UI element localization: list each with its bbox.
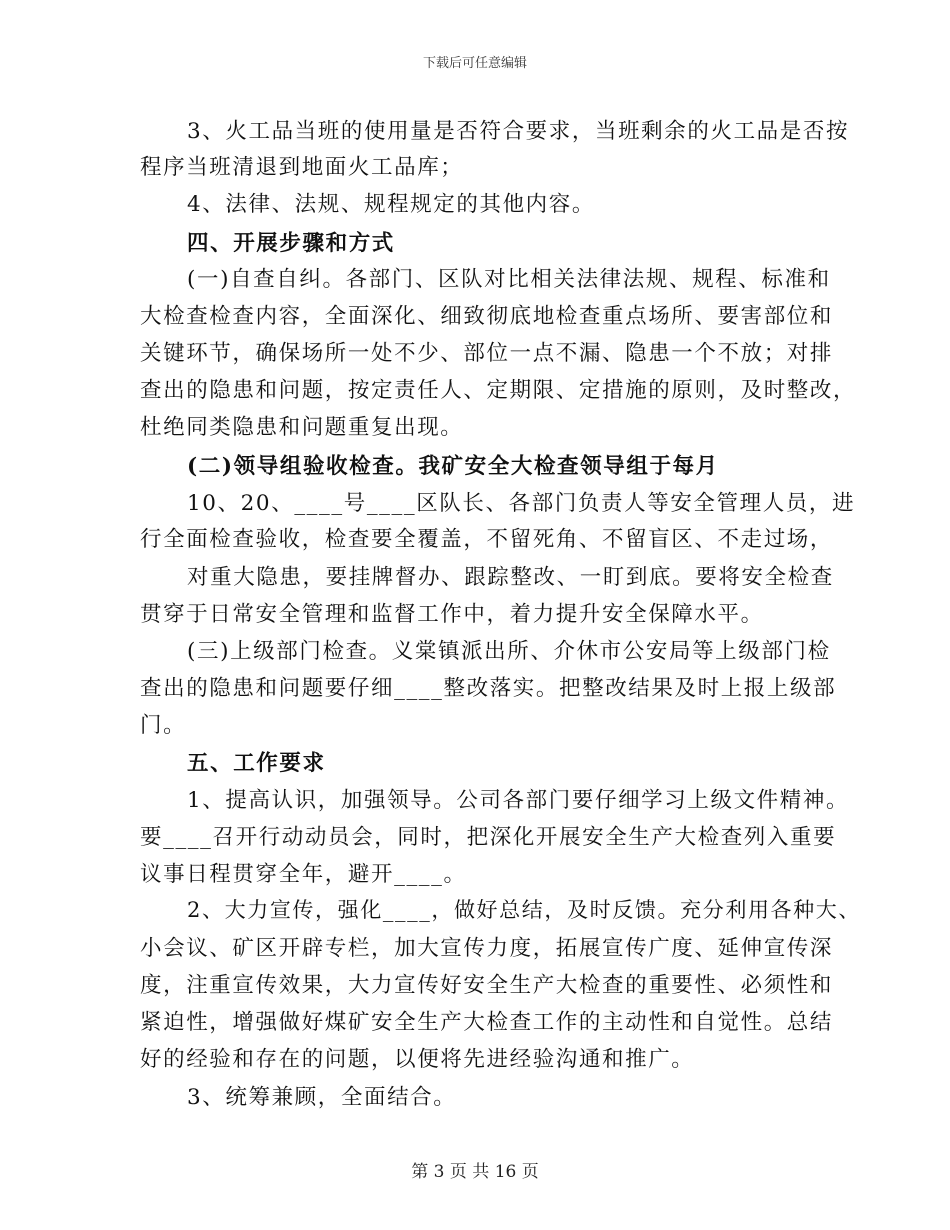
body-line: 小会议、矿区开辟专栏，加大宣传力度，拓展宣传广度、延伸宣传深	[140, 936, 834, 961]
body-line: 大检查检查内容，全面深化、细致彻底地检查重点场所、要害部位和	[140, 304, 834, 329]
body-line: 议事日程贯穿全年，避开____。	[140, 862, 467, 887]
body-line: 对重大隐患，要挂牌督办、跟踪整改、一盯到底。要将安全检查	[187, 565, 834, 590]
body-line: 2、大力宣传，强化____，做好总结，及时反馈。充分利用各种大、	[187, 897, 862, 922]
section-heading: 四、开展步骤和方式	[187, 231, 395, 256]
body-line: 行全面检查验收，检查要全覆盖，不留死角、不留盲区、不走过场，	[140, 527, 834, 552]
section-heading: 五、工作要求	[187, 751, 326, 776]
body-line: 3、统筹兼顾，全面结合。	[187, 1085, 457, 1110]
body-line: 3、火工品当班的使用量是否符合要求，当班剩余的火工品是否按	[187, 119, 850, 144]
body-line: 贯穿于日常安全管理和监督工作中，着力提升安全保障水平。	[140, 602, 764, 627]
body-line: 好的经验和存在的问题，以便将先进经验沟通和推广。	[140, 1047, 695, 1072]
body-line: 1、提高认识，加强领导。公司各部门要仔细学习上级文件精神。	[187, 788, 850, 813]
page-header-note: 下载后可任意编辑	[422, 56, 527, 71]
body-line: 查出的隐患和问题要仔细____整改落实。把整改结果及时上报上级部	[140, 676, 837, 701]
body-line: 关键环节，确保场所一处不少、部位一点不漏、隐患一个不放；对排	[140, 341, 834, 366]
body-line: (一)自查自纠。各部门、区队对比相关法律法规、规程、标准和	[187, 267, 831, 292]
body-line: 10、20、____号____区队长、各部门负责人等安全管理人员，进	[187, 491, 856, 516]
body-line: 程序当班清退到地面火工品库；	[140, 155, 464, 180]
body-line: 查出的隐患和问题，按定责任人、定期限、定措施的原则，及时整改，	[140, 378, 857, 403]
body-line: 度，注重宣传效果，大力宣传好安全生产大检查的重要性、必须性和	[140, 973, 834, 998]
body-line: 4、法律、法规、规程规定的其他内容。	[187, 192, 595, 217]
body-line: 杜绝同类隐患和问题重复出现。	[140, 415, 464, 440]
page-number: 第 3 页 共 16 页	[411, 1162, 539, 1182]
subsection-heading: (二)领导组验收检查。我矿安全大检查领导组于每月	[187, 454, 719, 479]
body-line: 要____召开行动动员会，同时，把深化开展安全生产大检查列入重要	[140, 825, 837, 850]
body-line: 紧迫性，增强做好煤矿安全生产大检查工作的主动性和自觉性。总结	[140, 1010, 834, 1035]
body-line: 门。	[140, 713, 187, 738]
body-line: (三)上级部门检查。义棠镇派出所、介休市公安局等上级部门检	[187, 639, 831, 664]
